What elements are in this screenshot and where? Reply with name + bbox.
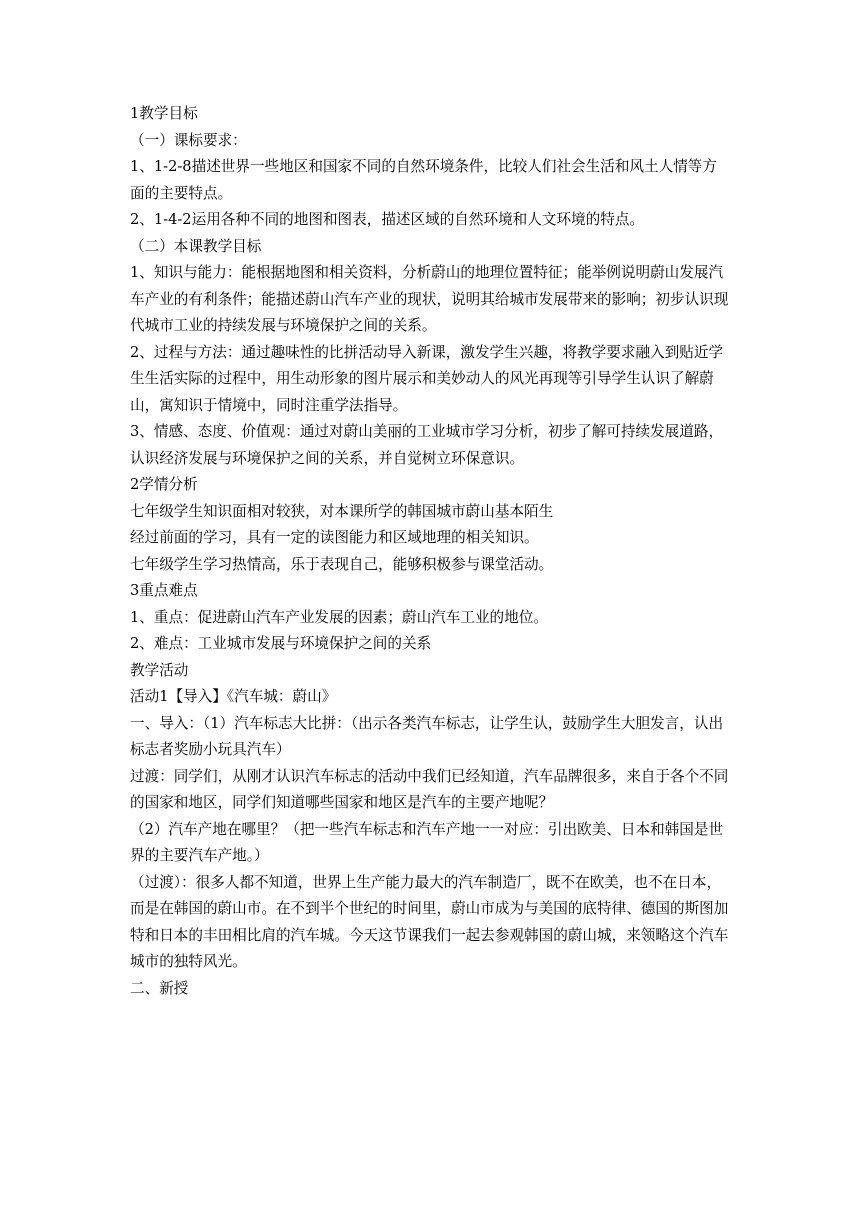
heading-new-lesson: 二、新授 [130,979,189,997]
heading-key-points: 3重点难点 [130,582,198,599]
paragraph-transition-1: 过渡：同学们，从刚才认识汽车标志的活动中我们已经知道，汽车品牌很多，来自于各个不同的国家和地区，同学们知道哪些国家和地区是汽车的主要产地呢？ [130,767,729,811]
paragraph-requirement-2: 2、1-4-2运用各种不同的地图和图表，描述区域的自然环境和人文环境的特点。 [130,211,645,228]
paragraph-production-places: （2）汽车产地在哪里？（把一些汽车标志和汽车产地一一对应：引出欧美、日本和韩国是世界的主要汽车产地。） [130,820,724,864]
subheading-curriculum-requirements: （一）课标要求： [130,131,247,149]
paragraph-requirement-1: 1、1-2-8描述世界一些地区和国家不同的自然环境条件，比较人们社会生活和风土人情等方面的主要特点。 [130,158,717,202]
heading-teaching-activities: 教学活动 [130,661,189,679]
heading-teaching-goals: 1教学目标 [130,105,198,122]
paragraph-values: 3、情感、态度、价值观：通过对蔚山美丽的工业城市学习分析，初步了解可持续发展道路，认识经济发展与环境保护之间的关系，并自觉树立环保意识。 [130,423,724,467]
paragraph-transition-2: （过渡）：很多人都不知道，世界上生产能力最大的汽车制造厂，既不在欧美，也不在日本，而是在韩国的蔚山市。在不到半个世纪的时间里，蔚山市成为与美国的底特律、德国的斯图加特和日本的丰田相比肩的汽车城。今天这节课我们一起去参观韩国的蔚山城，来领略这个汽车城市的独特风光。 [130,873,729,970]
paragraph-student-3: 七年级学生学习热情高，乐于表现自己，能够积极参与课堂活动。 [130,555,554,573]
subheading-lesson-goals: （二）本课教学目标 [130,237,262,255]
paragraph-student-2: 经过前面的学习，具有一定的读图能力和区域地理的相关知识。 [130,529,539,546]
document-body [130,101,730,1002]
paragraph-introduction: 一、导入：（1）汽车标志大比拼：（出示各类汽车标志，让学生认，鼓励学生大胆发言，认出标志者奖励小玩具汽车） [130,714,724,758]
paragraph-knowledge-ability: 1、知识与能力：能根据地图和相关资料，分析蔚山的地理位置特征；能举例说明蔚山发展汽车产业的有利条件；能描述蔚山汽车产业的现状，说明其给城市发展带来的影响；初步认识现代城市工业的持续发展与环境保护之间的关系。 [130,264,729,334]
paragraph-activity-1: 活动1【导入】《汽车城：蔚山》 [130,688,337,705]
paragraph-student-1: 七年级学生知识面相对较狭，对本课所学的韩国城市蔚山基本陌生 [130,502,554,520]
paragraph-difficulty: 2、难点：工业城市发展与环境保护之间的关系 [130,635,432,652]
heading-student-analysis: 2学情分析 [130,476,198,493]
paragraph-process-method: 2、过程与方法：通过趣味性的比拼活动导入新课，激发学生兴趣，将教学要求融入到贴近学生生活实际的过程中，用生动形象的图片展示和美妙动人的风光再现等引导学生认识了解蔚山，寓知识于情境中，同时注重学法指导。 [130,343,724,414]
paragraph-key-point: 1、重点：促进蔚山汽车产业发展的因素；蔚山汽车工业的地位。 [130,608,548,626]
